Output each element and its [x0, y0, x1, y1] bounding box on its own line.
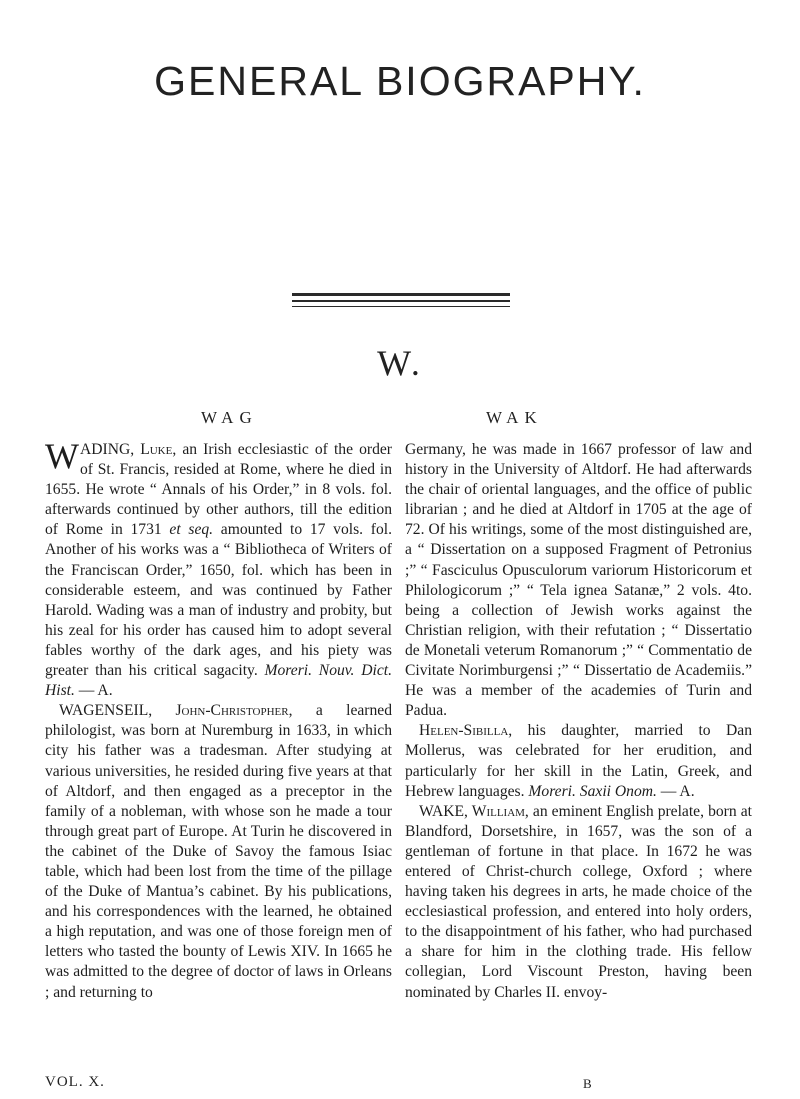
- signature-mark: B: [583, 1076, 592, 1091]
- latin-phrase: et seq.: [169, 521, 214, 539]
- entry-text: his daughter, married to Dan Mollerus, was celebrated for her erudition, and particularly for her skill in the Latin, Greek, and Hebrew languages.: [405, 722, 752, 800]
- entry-name: WAGENSEIL, John-Christopher,: [59, 702, 293, 720]
- running-head-right: WAK: [486, 408, 543, 427]
- source-citation: Moreri. Nouv. Dict. Hist.: [45, 662, 392, 700]
- source-citation: Moreri. Saxii Onom.: [528, 782, 657, 800]
- running-head-left: WAG: [201, 408, 258, 427]
- drop-cap: W: [45, 436, 79, 476]
- entry-name: ADING, Luke,: [79, 441, 177, 458]
- entry-wagenseil: [45, 701, 392, 1002]
- page-title: GENERAL BIOGRAPHY.: [154, 58, 646, 104]
- volume-signature: VOL. X.: [45, 1074, 105, 1090]
- section-letter: W.: [377, 343, 423, 383]
- entry-wagenseil-continued: Germany, he was made in 1667 professor of law and history in the University of Altdorf. He had afterwards the chair of oriental languages, and the office of public librarian ; and he died at Altdorf in 1705 at the age of 72. Of his writings, some of the most distinguished are, a “ Dissertation on a supposed Fragment of Petronius ;” “ Fasciculus Opusculorum variorum Historicorum et Philologicorum ;” “ Tela ignea Satanæ,” 2 vols. 4to. being a collection of Jewish works against the Christian religion, with their refutation ; “ Dissertatio de Monetali veterum Romanorum ;” “ Commentatio de Civitate Norimburgensi ;” “ Dissertatio de Academiis.” He was a member of the academies of Turin and Padua.: [405, 441, 752, 720]
- entry-name: Helen-Sibilla,: [419, 722, 513, 740]
- right-column: [405, 440, 752, 1003]
- entry-text: an Irish ecclesiastic of the order of St. Francis, resided at Rome, where he died in 1655. He wrote “ Annals of his Order,” in 8 vols. fol. afterwards continued by other authors, till the edition of Rome in 1731: [45, 441, 392, 539]
- author-signature: — A.: [656, 782, 695, 800]
- ornamental-rule-thick: [292, 293, 510, 296]
- ornamental-rule-thin: [292, 306, 510, 307]
- entry-name: WAKE, William,: [419, 802, 529, 820]
- ornamental-rule-medium: [292, 300, 510, 302]
- entry-wading: [45, 436, 392, 701]
- left-column: [45, 436, 392, 1003]
- entry-helen-sibilla: [405, 721, 752, 801]
- entry-text: an eminent English prelate, born at Blandford, Dorsetshire, in 1657, was the son of a gentleman of fortune in that place. In 1672 he was entered of Christ-church college, Oxford ; where having taken his degrees in arts, he made choice of the ecclesiastical profession, and entered into holy orders, to the disappointment of his father, who had purchased a share for him in the clothing trade. His fellow collegian, Lord Viscount Preston, having been nominated by Charles II. envoy-: [405, 802, 752, 1001]
- entry-text: a learned philologist, was born at Nuremburg in 1633, in which city his father was a tradesman. After studying at various universities, he resided during five years at that of Altdorf, and then engaged as a preceptor in the family of a nobleman, with whose son he made a tour through great part of Europe. At Turin he discovered in the cabinet of the Duke of Savoy the famous Isiac table, which had been lost from the time of the pillage of the Duke of Mantua’s cabinet. By his publications, and his correspondences with the learned, he obtained a high reputation, and was one of those foreign men of letters who tasted the bounty of Lewis XIV. In 1665 he was admitted to the degree of doctor of laws in Orleans ; and returning to: [45, 702, 392, 1001]
- entry-text: amounted to 17 vols. fol. Another of his works was a “ Bibliotheca of Writers of the Franciscan Order,” 1650, fol. which has been in considerable esteem, and was continued by Father Harold. Wading was a man of industry and probity, but his zeal for his order has caused him to adopt several fables worthy of the dark ages, and his piety was greater than his critical sagacity.: [45, 521, 392, 680]
- author-signature: — A.: [74, 682, 113, 700]
- entry-wake: [405, 802, 752, 1003]
